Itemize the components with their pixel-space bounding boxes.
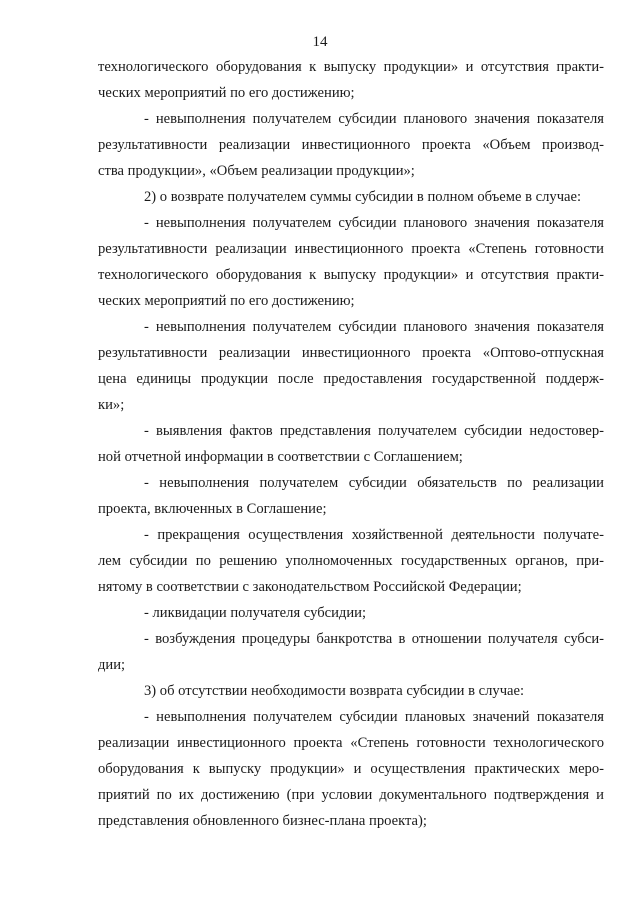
- text-line: представления обновленного бизнес-плана проекта);: [98, 813, 427, 829]
- text-line: нятому в соответствии с законодательством Российской Федерации;: [98, 579, 522, 595]
- text-line: ства продукции», «Объем реализации продукции»;: [98, 163, 415, 179]
- text-line: реализации инвестиционного проекта «Степень готовности технологического: [98, 735, 604, 751]
- text-line: цена единицы продукции после предоставления государственной поддерж-: [98, 371, 604, 387]
- text-line: - возбуждения процедуры банкротства в отношении получателя субси-: [144, 631, 604, 647]
- text-line: результативности реализации инвестиционного проекта «Объем производ-: [98, 137, 604, 153]
- text-line: - невыполнения получателем субсидии обязательств по реализации: [144, 475, 604, 491]
- text-line: проекта, включенных в Соглашение;: [98, 501, 327, 517]
- text-line: результативности реализации инвестиционного проекта «Степень готовности: [98, 241, 604, 257]
- text-line: - невыполнения получателем субсидии планового значения показателя: [144, 111, 604, 127]
- text-line: лем субсидии по решению уполномоченных государственных органов, при-: [98, 553, 604, 569]
- text-line: технологического оборудования к выпуску продукции» и отсутствия практи-: [98, 267, 604, 283]
- text-line: ной отчетной информации в соответствии с Соглашением;: [98, 449, 463, 465]
- text-line: - невыполнения получателем субсидии плановых значений показателя: [144, 709, 604, 725]
- page-number: 14: [312, 34, 328, 50]
- text-line: технологического оборудования к выпуску продукции» и отсутствия практи-: [98, 59, 604, 75]
- text-line: - невыполнения получателем субсидии планового значения показателя: [144, 215, 604, 231]
- text-line: 2) о возврате получателем суммы субсидии в полном объеме в случае:: [144, 189, 582, 205]
- text-line: приятий по их достижению (при условии документального подтверждения и: [98, 787, 604, 803]
- text-line: - ликвидации получателя субсидии;: [144, 605, 367, 621]
- text-line: - выявления фактов представления получателем субсидии недостовер-: [144, 423, 604, 439]
- text-line: ческих мероприятий по его достижению;: [98, 85, 355, 101]
- text-line: 3) об отсутствии необходимости возврата субсидии в случае:: [144, 683, 525, 699]
- text-line: - невыполнения получателем субсидии планового значения показателя: [144, 319, 604, 335]
- text-line: ки»;: [98, 397, 125, 413]
- text-line: дии;: [98, 657, 126, 673]
- text-line: оборудования к выпуску продукции» и осуществления практических меро-: [98, 761, 604, 777]
- text-line: - прекращения осуществления хозяйственной деятельности получате-: [144, 527, 604, 543]
- text-line: ческих мероприятий по его достижению;: [98, 293, 355, 309]
- text-line: результативности реализации инвестиционного проекта «Оптово-отпускная: [98, 345, 604, 361]
